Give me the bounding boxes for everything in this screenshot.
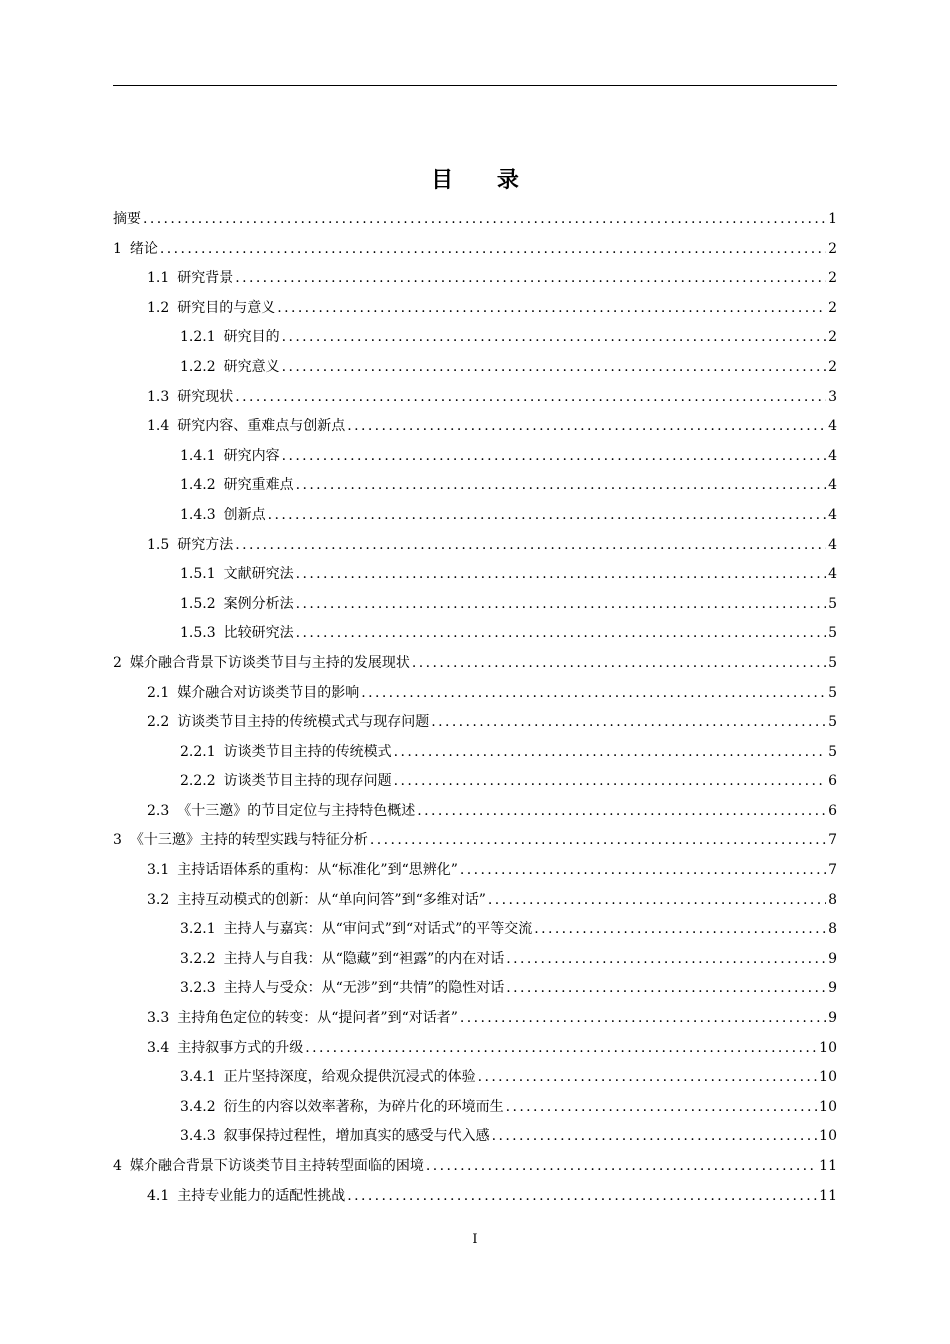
- toc-entry-number: 1: [113, 240, 122, 257]
- toc-entry-title: 比较研究法: [223, 625, 294, 642]
- toc-entry-number: 3.4.1: [180, 1069, 216, 1086]
- header-rule: [113, 85, 837, 86]
- toc-entry-page: 11: [819, 1187, 837, 1204]
- toc-entry-title: 主持互动模式的创新：从“单向问答”到“多维对话”: [177, 891, 486, 908]
- toc-entry[interactable]: [113, 738, 837, 768]
- toc-entry[interactable]: [113, 767, 837, 797]
- toc-entry-title: 访谈类节目主持的传统模式: [223, 743, 392, 760]
- toc-dot-leader: [506, 974, 826, 1004]
- toc-entry-page: 9: [828, 1010, 837, 1027]
- toc-entry-number: 1.2.1: [180, 329, 216, 346]
- toc-entry-number: 1.5: [147, 536, 170, 553]
- toc-entry[interactable]: [113, 708, 837, 738]
- toc-entry-number: 1.3: [147, 388, 170, 405]
- toc-entry-page: 11: [819, 1158, 837, 1174]
- toc-dot-leader: [296, 619, 826, 649]
- toc-entry-number: 3.2: [147, 891, 170, 908]
- toc-dot-leader: [370, 826, 826, 856]
- toc-dot-leader: [506, 945, 826, 975]
- toc-dot-leader: [347, 1182, 817, 1212]
- toc-entry-page: 8: [828, 891, 837, 908]
- toc-entry[interactable]: [113, 886, 837, 916]
- toc-dot-leader: [296, 590, 826, 620]
- toc-entry-page: 5: [828, 714, 837, 731]
- toc-entry[interactable]: [113, 679, 837, 709]
- toc-entry-page: 5: [828, 595, 837, 612]
- toc-entry-page: 10: [819, 1039, 837, 1056]
- toc-entry-number: 2.2: [147, 714, 170, 731]
- toc-entry-title: 衍生的内容以效率著称，为碎片化的环境而生: [223, 1098, 504, 1115]
- toc-entry-title: 访谈类节目主持的现存问题: [223, 773, 392, 790]
- toc-entry[interactable]: [113, 1152, 837, 1182]
- toc-entry-number: 1.2.2: [180, 358, 216, 375]
- toc-entry-title: 媒介融合背景下访谈类节目主持转型面临的困境: [129, 1158, 424, 1174]
- toc-dot-leader: [488, 886, 826, 916]
- toc-dot-leader: [460, 1004, 826, 1034]
- toc-entry[interactable]: [113, 915, 837, 945]
- toc-entry-page: 2: [828, 270, 837, 287]
- toc-entry[interactable]: [113, 619, 837, 649]
- toc-entry-number: 1.4: [147, 418, 170, 435]
- toc-entry-number: 3.4.2: [180, 1098, 216, 1115]
- toc-entry-page: 10: [819, 1128, 837, 1145]
- toc-entry-number: 1.4.2: [180, 477, 216, 494]
- toc-entry-page: 4: [828, 536, 837, 553]
- toc-dot-leader: [394, 738, 826, 768]
- toc-entry-title: 主持叙事方式的升级: [177, 1039, 304, 1056]
- toc-entry-number: 4.1: [147, 1187, 170, 1204]
- toc-dot-leader: [296, 471, 826, 501]
- toc-entry-page: 9: [828, 950, 837, 967]
- toc-entry[interactable]: [113, 235, 837, 265]
- toc-entry-title: 研究内容、重难点与创新点: [177, 418, 346, 435]
- toc-entry[interactable]: [113, 856, 837, 886]
- toc-entry-page: 7: [828, 862, 837, 879]
- toc-entry-number: 3.2.3: [180, 980, 216, 997]
- toc-entry-number: 3.3: [147, 1010, 170, 1027]
- toc-entry-number: 2: [113, 654, 122, 671]
- toc-entry-number: 2.2.1: [180, 743, 216, 760]
- toc-entry-title: 创新点: [223, 506, 266, 523]
- toc-entry[interactable]: [113, 412, 837, 442]
- toc-dot-leader: [534, 915, 826, 945]
- toc-dot-leader: [460, 856, 826, 886]
- toc-entry-page: 2: [828, 240, 837, 257]
- toc-dot-leader: [394, 767, 826, 797]
- toc-entry-number: 4: [113, 1158, 122, 1174]
- toc-entry-number: 1.5.2: [180, 595, 216, 612]
- toc-entry[interactable]: [113, 383, 837, 413]
- toc-dot-leader: [143, 205, 826, 235]
- toc-dot-leader: [296, 560, 826, 590]
- toc-entry[interactable]: [113, 1182, 837, 1212]
- toc-dot-leader: [361, 679, 826, 709]
- toc-entry[interactable]: [113, 590, 837, 620]
- toc-entry-title: 媒介融合背景下访谈类节目与主持的发展现状: [129, 654, 410, 671]
- toc-entry-title: 研究方法: [177, 536, 234, 553]
- toc-dot-leader: [235, 531, 826, 561]
- toc-dot-leader: [282, 442, 826, 472]
- toc-entry-title: 绪论: [129, 240, 158, 257]
- toc-dot-leader: [492, 1122, 818, 1152]
- toc-entry-title: 文献研究法: [223, 566, 294, 583]
- toc-entry-title: 访谈类节目主持的传统模式式与现存问题: [177, 714, 430, 731]
- toc-entry-page: 4: [828, 418, 837, 435]
- page-number: I: [472, 1232, 478, 1247]
- toc-entry-title: 研究重难点: [223, 477, 294, 494]
- toc-dot-leader: [282, 323, 826, 353]
- toc-entry-title: 研究现状: [177, 388, 234, 405]
- toc-entry-page: 10: [819, 1069, 837, 1086]
- toc-entry-page: 2: [828, 329, 837, 346]
- toc-entry-number: 3.2.2: [180, 950, 216, 967]
- toc-dot-leader: [412, 649, 826, 679]
- toc-entry[interactable]: [113, 560, 837, 590]
- toc-entry-title: 媒介融合对访谈类节目的影响: [177, 684, 360, 701]
- toc-dot-leader: [506, 1093, 818, 1123]
- toc-entry[interactable]: [113, 205, 837, 235]
- toc-entry[interactable]: [113, 1122, 837, 1152]
- toc-entry-page: 5: [828, 654, 837, 671]
- toc-entry-number: 3: [113, 832, 122, 849]
- toc-entry-page: 2: [828, 358, 837, 375]
- toc-entry[interactable]: [113, 1034, 837, 1064]
- toc-entry-title: 案例分析法: [223, 595, 294, 612]
- toc-entry[interactable]: [113, 501, 837, 531]
- toc-entry-title: 研究背景: [177, 270, 234, 287]
- toc-entry-number: 1.4.3: [180, 506, 216, 523]
- toc-entry-title: 研究内容: [223, 447, 280, 464]
- toc-entry-page: 4: [828, 477, 837, 494]
- toc-entry-title: 正片坚持深度，给观众提供沉浸式的体验: [223, 1069, 476, 1086]
- toc-dot-leader: [305, 1034, 817, 1064]
- toc-entry-number: 1.2: [147, 299, 170, 316]
- toc-entry-title: 研究目的与意义: [177, 299, 276, 316]
- toc-entry[interactable]: [113, 1004, 837, 1034]
- toc-entry-number: 2.2.2: [180, 773, 216, 790]
- toc-entry-page: 10: [819, 1098, 837, 1115]
- toc-entry[interactable]: [113, 797, 837, 827]
- toc-dot-leader: [235, 264, 826, 294]
- toc-dot-leader: [235, 383, 826, 413]
- toc-entry-title: 主持专业能力的适配性挑战: [177, 1187, 346, 1204]
- toc-entry-page: 5: [828, 743, 837, 760]
- toc-entry-title: 摘要: [113, 211, 141, 227]
- toc-entry[interactable]: [113, 442, 837, 472]
- toc-entry-number: 2.3: [147, 802, 170, 819]
- toc-entry-number: 1.5.3: [180, 625, 216, 642]
- page-title: 目 录: [431, 168, 537, 193]
- toc-dot-leader: [160, 235, 826, 265]
- toc-entry-title: 研究目的: [223, 329, 280, 346]
- toc-entry-title: 《十三邀》的节目定位与主持特色概述: [177, 802, 416, 819]
- toc-entry-title: 主持话语体系的重构：从“标准化”到“思辨化”: [177, 862, 458, 879]
- toc-entry[interactable]: [113, 323, 837, 353]
- toc-entry-title: 主持人与自我：从“隐藏”到“袒露”的内在对话: [223, 950, 505, 967]
- toc-entry-page: 6: [828, 773, 837, 790]
- toc-entry[interactable]: [113, 974, 837, 1004]
- toc-entry-title: 主持角色定位的转变：从“提问者”到“对话者”: [177, 1010, 458, 1027]
- table-of-contents: [113, 205, 837, 1211]
- toc-entry-number: 1.5.1: [180, 566, 216, 583]
- toc-entry-page: 3: [828, 388, 837, 405]
- toc-entry-page: 9: [828, 980, 837, 997]
- toc-entry-title: 主持人与嘉宾：从“审问式”到“对话式”的平等交流: [223, 921, 533, 938]
- toc-entry-number: 3.4: [147, 1039, 170, 1056]
- toc-entry-page: 6: [828, 802, 837, 819]
- toc-dot-leader: [478, 1063, 818, 1093]
- toc-entry[interactable]: [113, 294, 837, 324]
- toc-dot-leader: [417, 797, 826, 827]
- toc-dot-leader: [282, 353, 826, 383]
- toc-dot-leader: [426, 1152, 817, 1182]
- toc-entry-title: 主持人与受众：从“无涉”到“共情”的隐性对话: [223, 980, 505, 997]
- toc-entry[interactable]: [113, 1063, 837, 1093]
- toc-entry-number: 1.1: [147, 270, 170, 287]
- toc-entry-page: 4: [828, 566, 837, 583]
- toc-entry[interactable]: [113, 264, 837, 294]
- toc-entry-number: 1.4.1: [180, 447, 216, 464]
- toc-entry[interactable]: [113, 531, 837, 561]
- toc-entry-number: 2.1: [147, 684, 170, 701]
- toc-dot-leader: [277, 294, 826, 324]
- toc-entry-number: 3.4.3: [180, 1128, 216, 1145]
- toc-entry[interactable]: [113, 471, 837, 501]
- toc-entry[interactable]: [113, 1093, 837, 1123]
- toc-entry[interactable]: [113, 649, 837, 679]
- toc-entry-page: 5: [828, 625, 837, 642]
- toc-entry[interactable]: [113, 945, 837, 975]
- toc-entry-page: 1: [828, 211, 837, 227]
- toc-entry-page: 4: [828, 506, 837, 523]
- toc-entry-page: 7: [828, 832, 837, 849]
- toc-entry-number: 3.2.1: [180, 921, 216, 938]
- toc-entry-title: 研究意义: [223, 358, 280, 375]
- toc-entry-number: 3.1: [147, 862, 170, 879]
- toc-entry[interactable]: [113, 353, 837, 383]
- toc-dot-leader: [431, 708, 826, 738]
- toc-dot-leader: [347, 412, 826, 442]
- toc-entry-title: 叙事保持过程性，增加真实的感受与代入感: [223, 1128, 490, 1145]
- toc-entry-page: 2: [828, 299, 837, 316]
- toc-dot-leader: [268, 501, 826, 531]
- toc-entry-title: 《十三邀》主持的转型实践与特征分析: [129, 832, 368, 849]
- toc-entry-page: 8: [828, 921, 837, 938]
- toc-entry-page: 5: [828, 684, 837, 701]
- toc-entry[interactable]: [113, 826, 837, 856]
- toc-entry-page: 4: [828, 447, 837, 464]
